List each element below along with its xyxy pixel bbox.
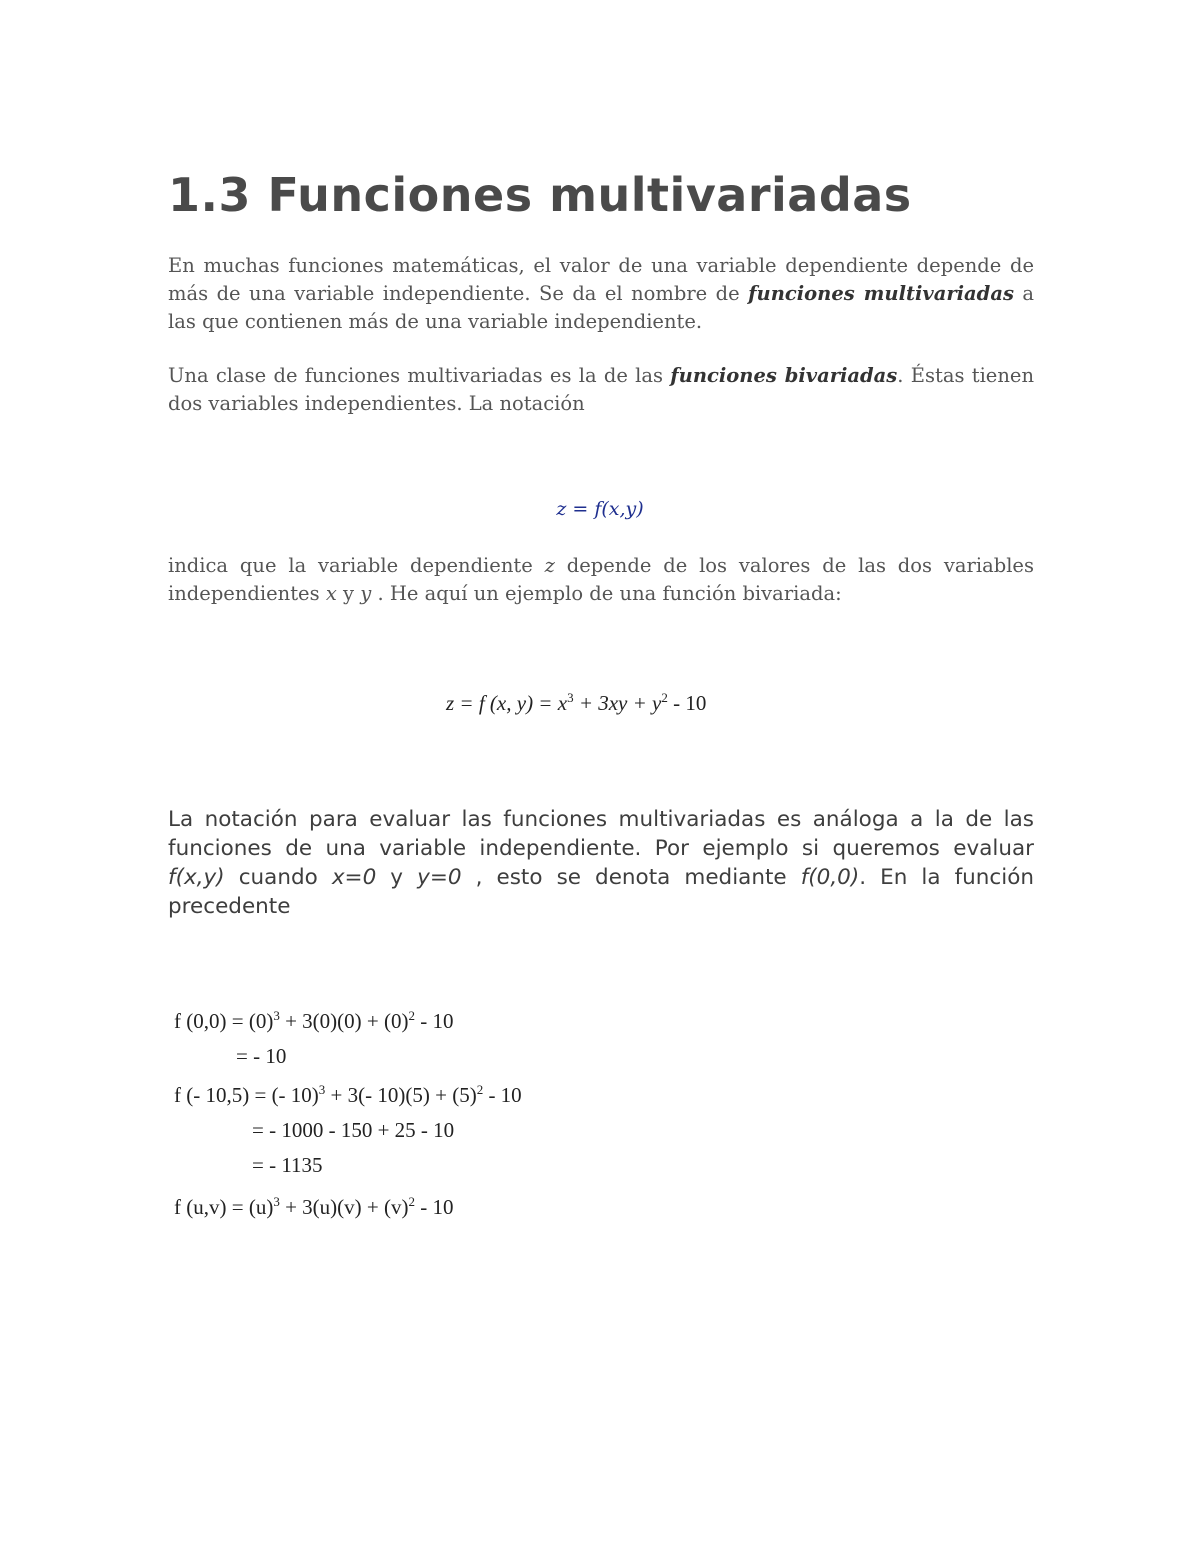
bivariate-paragraph: Una clase de funciones multivariadas es la de las funciones bivariadas. Éstas tienen dos variables independientes. La notación [168,364,1034,415]
calc-line-result-2: = - 1135 [252,1153,323,1177]
dependence-paragraph: indica que la variable dependiente z depende de los valores de las dos variables independientes x y y . He aquí un ejemplo de una función bivariada: [168,554,1034,605]
calc-line-expansion: = - 1000 - 150 + 25 - 10 [252,1118,455,1142]
calc-line-f-10-5: f (- 10,5) = (- 10)$^3$ + 3(- $10)(5) + (5)^2 - 10$ [174,1082,522,1107]
calc-line-result-1: = - 10 [236,1044,287,1068]
var-z: z [544,554,555,577]
calc-line-fuv: f $(u,v) = (u)^3 + 3(u)(v) + (v)^2 - 10$ [174,1194,454,1219]
section-title: 1.3 Funciones multivariadas [168,168,912,222]
term-funciones-bivariadas: funciones bivariadas [670,364,898,387]
notation-equation: z = f(x,y) [556,498,644,520]
intro-paragraph: En muchas funciones matemáticas, el valor de una variable dependiente depende de más de una variable independiente. Se da el nombre de funciones multivariadas a las que contienen más de una variable independiente. [168,254,1035,333]
calc-line-f00: f $(0,0) = (0)^3 + 3(0)(0) + (0)^2 - 10$ [174,1008,454,1033]
example-equation: z = f (x, $y) = x^3 + 3xy + y^2 - 10$ [446,690,707,715]
var-y: y [360,582,372,605]
var-x: x [325,582,337,605]
term-funciones-multivariadas: funciones multivariadas [748,282,1014,305]
evaluation-paragraph: La notación para evaluar las funciones multivariadas es análoga a la de las funciones de una variable independiente. Por ejemplo si queremos evaluar f(x,y) cuando x=0 y y=0 , esto se denota mediante f(0,0). En la función precedente [168,807,1035,919]
